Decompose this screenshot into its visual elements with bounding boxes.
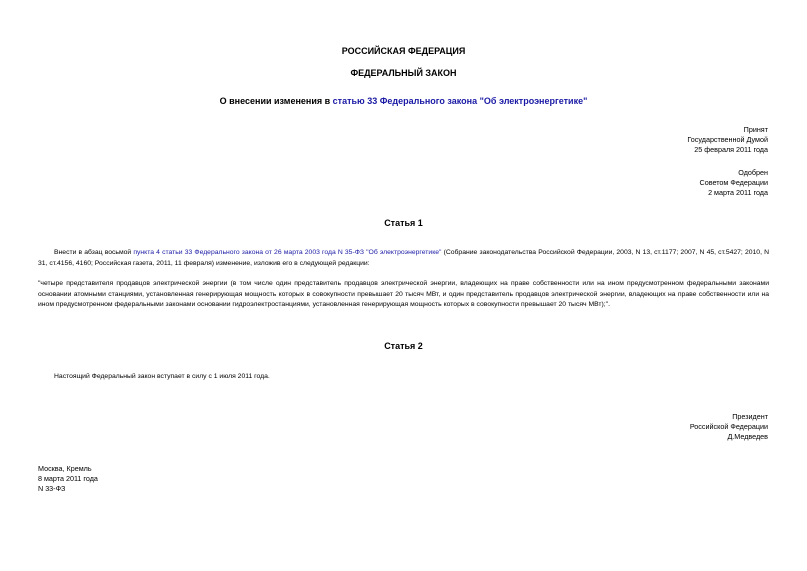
article2-text: Настоящий Федеральный закон вступает в силу с 1 июля 2011 года. — [54, 373, 270, 380]
title-link[interactable]: статью 33 Федерального закона "Об электроэнергетике" — [332, 96, 588, 106]
federation-heading: РОССИЙСКАЯ ФЕДЕРАЦИЯ — [341, 46, 466, 56]
law-type-heading: ФЕДЕРАЛЬНЫЙ ЗАКОН — [350, 68, 457, 78]
article2-heading: Статья 2 — [384, 341, 423, 351]
adopted-block — [687, 125, 768, 155]
signature-position: Президент — [732, 412, 768, 421]
signature-block — [690, 412, 768, 442]
document-title — [0, 96, 807, 106]
signature-of: Российской Федерации — [689, 422, 768, 431]
approved-date: 2 марта 2011 года — [708, 188, 768, 197]
adopted-by: Государственной Думой — [687, 135, 768, 144]
signature-name: Д.Медведев — [727, 432, 768, 441]
place-city: Москва, Кремль — [38, 464, 92, 473]
article1-intro-link[interactable]: пункта 4 статьи 33 Федерального закона от 26 марта 2003 года N 35-ФЗ "Об электроэнергетике" — [133, 249, 442, 256]
article1-intro — [38, 248, 769, 269]
place-number: N 33-ФЗ — [38, 484, 66, 493]
article1-intro-prefix: Внести в абзац восьмой — [54, 249, 134, 256]
adopted-label: Принят — [743, 125, 768, 134]
place-block — [38, 464, 98, 494]
place-date: 8 марта 2011 года — [38, 474, 98, 483]
adopted-date: 25 февраля 2011 года — [694, 145, 768, 154]
article1-quote: "четыре представителя продавцов электрической энергии (в том числе один представитель продавцов электрической энергии, владеющих на праве собственности или на ином предусмотренном федеральными законами основании атомными станциями, установленная генерирующая мощность которых в совокупности превышает 20 тысяч МВт, и один представитель продавцов электрической энергии, владеющих на праве собственности или на ином предусмотренном федеральными законами основании гидроэлектростанциями, установленная генерирующая мощность которых в совокупности превышает 20 тысяч МВт);". — [38, 280, 769, 309]
approved-block — [700, 168, 768, 198]
approved-label: Одобрен — [738, 168, 768, 177]
article1-heading: Статья 1 — [384, 218, 423, 228]
title-prefix: О внесении изменения в — [219, 96, 333, 106]
article1-intro-suffix: (Собрание законодательства Российской Федерации, 2003, N 13, ст.1177; 2007, N 45, ст.5427; 2010, N 31, ст.4156, 4160; Российская газета, 2011, 11 февраля) изменение, изложив его в следующей редакции: — [38, 249, 769, 267]
approved-by: Советом Федерации — [699, 178, 768, 187]
